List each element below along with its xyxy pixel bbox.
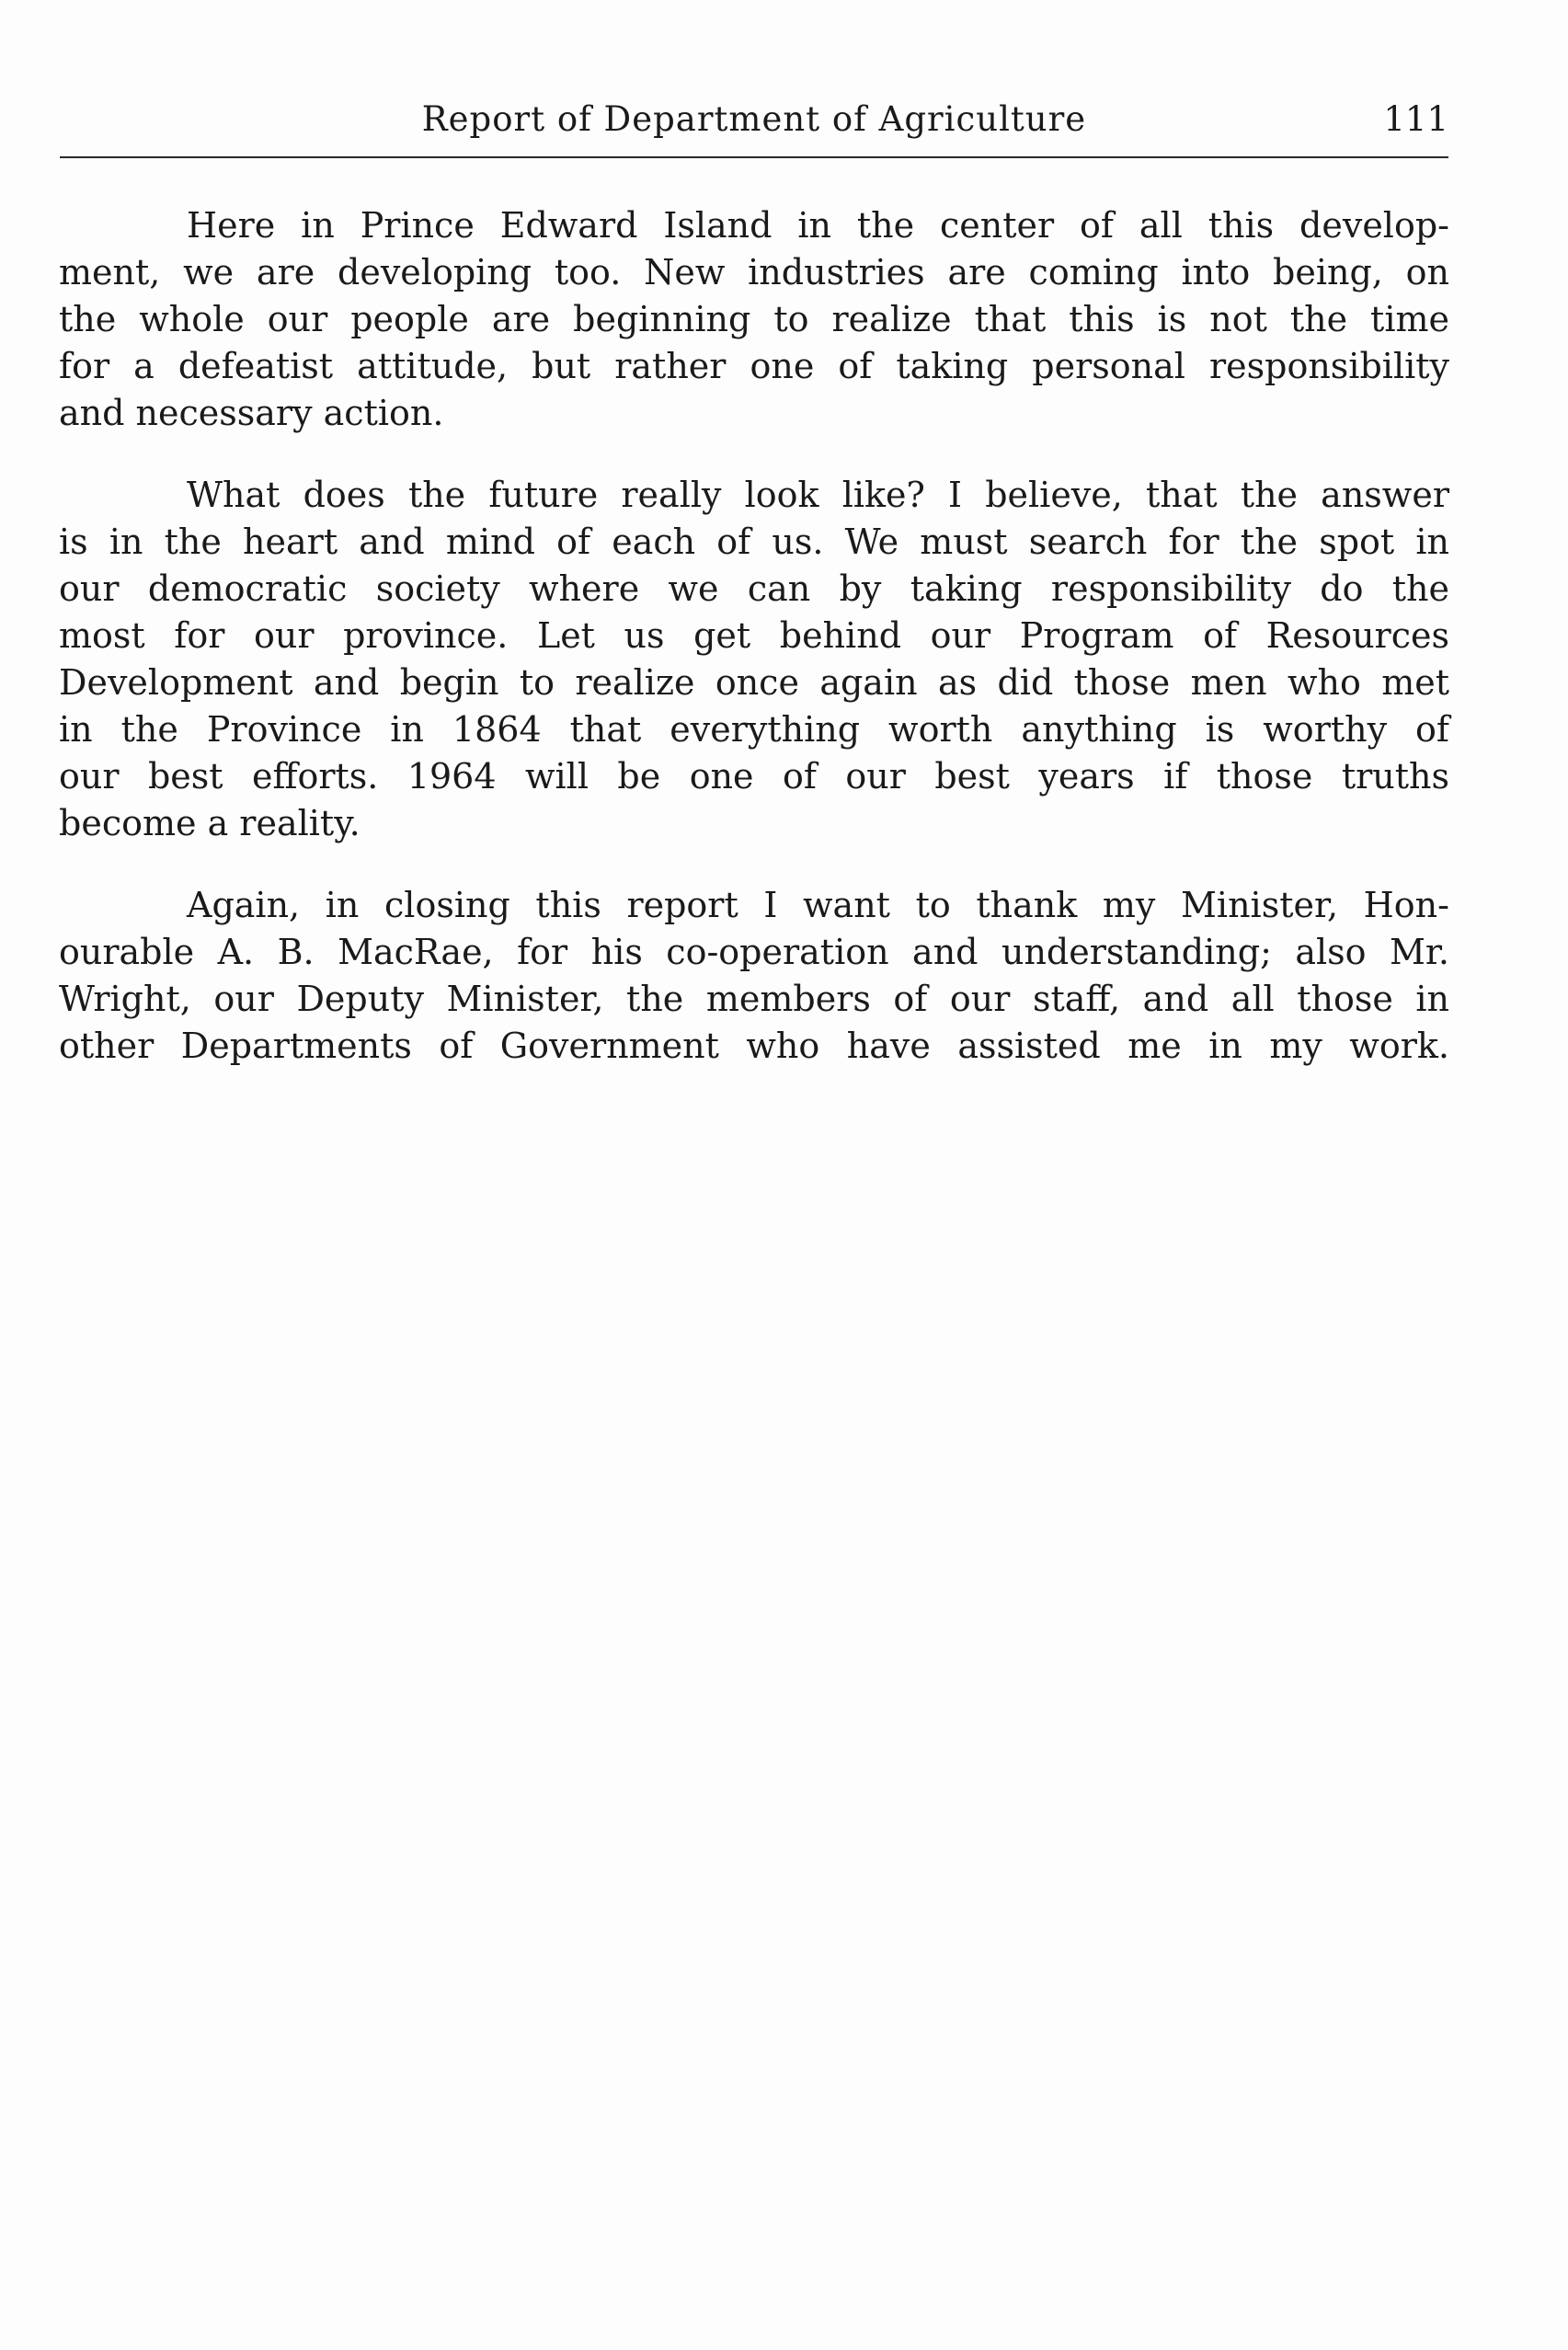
page-number: 111 <box>1383 99 1448 139</box>
text-line: for a defeatist attitude, but rather one of taking personal responsibility <box>59 346 1449 386</box>
paragraph-2 <box>59 472 1449 847</box>
running-header <box>60 92 1448 147</box>
running-header-title: Report of Department of Agriculture <box>421 99 1087 139</box>
text-line: the whole our people are beginning to realize that this is not the time <box>59 299 1449 339</box>
text-line: most for our province. Let us get behind our Program of Resources <box>59 615 1449 656</box>
text-line: Development and begin to realize once again as did those men who met <box>59 662 1449 703</box>
text-line: ment, we are developing too. New industries are coming into being, on <box>59 252 1449 292</box>
paragraph-3 <box>59 882 1449 1070</box>
text-line: Here in Prince Edward Island in the center of all this develop- <box>187 205 1449 246</box>
text-line: ourable A. B. MacRae, for his co-operation and understanding; also Mr. <box>59 932 1449 972</box>
text-line: other Departments of Government who have assisted me in my work. <box>59 1026 1449 1066</box>
text-line: our best efforts. 1964 will be one of our best years if those truths <box>59 756 1449 797</box>
text-line: in the Province in 1864 that everything worth anything is worthy of <box>59 709 1449 750</box>
text-line: our democratic society where we can by taking responsibility do the <box>59 568 1449 609</box>
text-line: Wright, our Deputy Minister, the members of our staff, and all those in <box>59 979 1449 1019</box>
text-line: What does the future really look like? I believe, that the answer <box>187 475 1449 515</box>
header-rule <box>60 156 1448 158</box>
paragraph-1 <box>59 202 1449 437</box>
text-line: and necessary action. <box>59 393 444 433</box>
text-line: Again, in closing this report I want to thank my Minister, Hon- <box>187 885 1449 925</box>
text-line: is in the heart and mind of each of us. We must search for the spot in <box>59 522 1449 562</box>
text-line: become a reality. <box>59 803 361 843</box>
body-text <box>59 202 1449 1105</box>
